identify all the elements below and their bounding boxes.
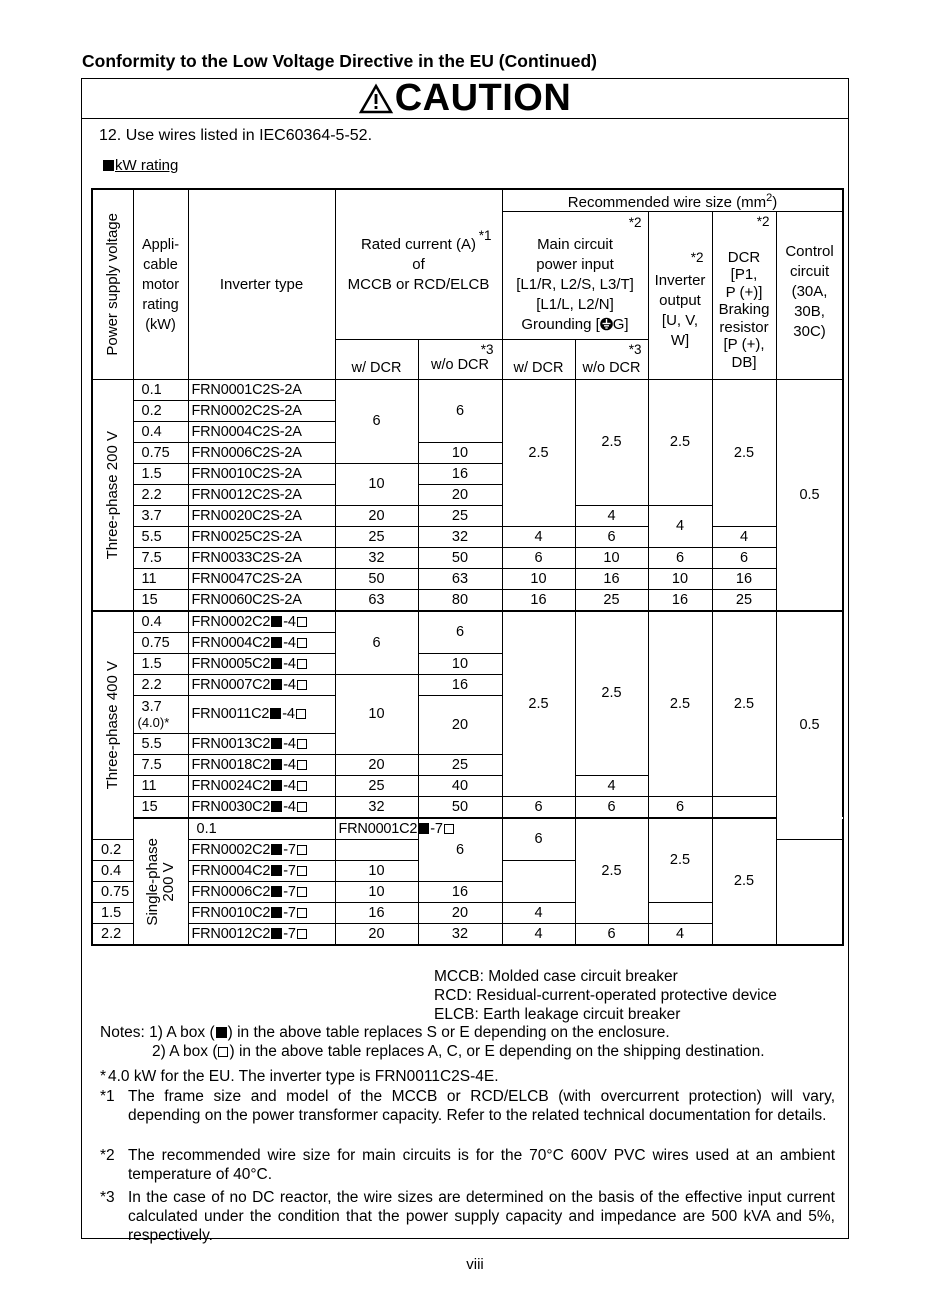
motor-rating: 2.2 — [133, 675, 188, 696]
table-cell: 6 — [502, 548, 575, 569]
inverter-type: FRN0001C2 -7 — [335, 818, 418, 840]
table-cell: 16 — [712, 569, 776, 590]
table-cell: 6 — [502, 818, 575, 861]
table-cell: 6 — [575, 797, 648, 819]
table-cell: 2.5 — [712, 611, 776, 797]
inverter-type: FRN0004C2 -7 — [188, 861, 335, 882]
main-input-wo-dcr-header: *3 w/o DCR — [575, 340, 648, 380]
table-cell: 0.5 — [776, 380, 843, 612]
inverter-type: FRN0024C2 -4 — [188, 776, 335, 797]
table-cell: 50 — [418, 797, 502, 819]
table-cell: 2.5 — [648, 611, 712, 797]
table-cell: 4 — [648, 924, 712, 946]
inverter-type: FRN0002C2S-2A — [188, 401, 335, 422]
footnote-star: * 4.0 kW for the EU. The inverter type is FRN0011C2S-4E. — [100, 1068, 499, 1085]
inverter-type: FRN0012C2S-2A — [188, 485, 335, 506]
table-cell: 25 — [418, 506, 502, 527]
table-cell: 50 — [335, 569, 418, 590]
inverter-type: FRN0020C2S-2A — [188, 506, 335, 527]
table-cell: 6 — [575, 924, 648, 946]
table-cell: 4 — [575, 776, 648, 797]
inverter-type: FRN0018C2 -4 — [188, 755, 335, 776]
table-cell: 4 — [575, 506, 648, 527]
intro-text: 12. Use wires listed in IEC60364-5-52. — [99, 127, 373, 144]
inverter-type: FRN0004C2S-2A — [188, 422, 335, 443]
inverter-type: FRN0012C2 -7 — [188, 924, 335, 946]
motor-rating: 7.5 — [133, 548, 188, 569]
table-cell: 25 — [575, 590, 648, 612]
motor-rating: 1.5 — [133, 464, 188, 485]
motor-rating: 0.2 — [92, 840, 133, 861]
motor-rating: 1.5 — [92, 903, 133, 924]
abbrev-rcd: RCD: Residual-current-operated protective device — [434, 987, 777, 1004]
motor-rating: 0.4 — [133, 611, 188, 633]
table-cell: 25 — [335, 527, 418, 548]
abbrev-mccb: MCCB: Molded case circuit breaker — [434, 968, 678, 985]
table-cell: 10 — [418, 654, 502, 675]
inverter-type: FRN0010C2 -7 — [188, 903, 335, 924]
motor-rating: 0.4 — [92, 861, 133, 882]
motor-rating: 11 — [133, 569, 188, 590]
motor-rating: 0.75 — [133, 633, 188, 654]
table-cell: 20 — [335, 506, 418, 527]
motor-rating: 5.5 — [133, 734, 188, 755]
inverter-type: FRN0011C2 -4 — [188, 696, 335, 734]
table-cell: 6 — [648, 797, 712, 819]
recommended-wire-size-header: Recommended wire size $(mm^2)$ — [502, 189, 843, 212]
table-cell: 2.5 — [712, 818, 776, 945]
table-cell: 2.5 — [575, 611, 648, 776]
footnote-2: *2 The recommended wire size for main circuits is for the 70°C 600V PVC wires used at an ambient temperature of 40°C. — [100, 1147, 835, 1183]
wire-size-table — [91, 188, 844, 946]
section-title: Conformity to the Low Voltage Directive in the EU (Continued) — [82, 51, 597, 71]
power-supply-voltage-header: Power supply voltage — [92, 189, 133, 380]
table-cell: 16 — [335, 903, 418, 924]
rated-current-w-dcr-header: w/ DCR — [335, 340, 418, 380]
black-box-icon — [103, 160, 114, 171]
table-cell: 6 — [502, 797, 575, 819]
table-cell: 16 — [418, 675, 502, 696]
warning-triangle-icon — [359, 84, 393, 114]
table-cell: 2.5 — [648, 380, 712, 506]
table-cell: 50 — [418, 548, 502, 569]
page-number: viii — [466, 1256, 484, 1273]
motor-rating: 5.5 — [133, 527, 188, 548]
table-cell: 10 — [335, 882, 418, 903]
table-cell: 10 — [418, 443, 502, 464]
table-cell: 2.5 — [502, 380, 575, 527]
table-cell: 4 — [502, 903, 575, 924]
inverter-type: FRN0047C2S-2A — [188, 569, 335, 590]
table-cell: 25 — [418, 755, 502, 776]
inverter-type: FRN0006C2 -7 — [188, 882, 335, 903]
table-cell: 32 — [335, 797, 418, 819]
table-cell: 6 — [335, 380, 418, 464]
table-cell: 16 — [648, 590, 712, 612]
main-input-w-dcr-header: w/ DCR — [502, 340, 575, 380]
table-cell: 2.5 — [712, 380, 776, 527]
table-cell: 16 — [418, 882, 502, 903]
abbrev-elcb: ELCB: Earth leakage circuit breaker — [434, 1006, 681, 1023]
table-cell: 20 — [335, 924, 418, 946]
control-circuit-header: Control circuit (30A, 30B, 30C) — [776, 212, 843, 380]
table-cell: 10 — [575, 548, 648, 569]
table-cell: 32 — [335, 548, 418, 569]
rated-current-wo-dcr-header: *3 w/o DCR — [418, 340, 502, 380]
motor-rating: 2.2 — [133, 485, 188, 506]
table-cell: 4 — [502, 924, 575, 946]
group-three-phase-400v: Three-phase 400 V — [92, 611, 133, 840]
table-cell: 20 — [418, 485, 502, 506]
footnote-3: *3 In the case of no DC reactor, the wire sizes are determined on the basis of the effective input current calculated under the condition that the power supply capacity and impedance are 500 kVA and 5%, respectively. — [100, 1189, 835, 1244]
table-cell: 6 — [712, 548, 776, 569]
table-cell: 6 — [418, 818, 502, 882]
table-cell: 4 — [648, 506, 712, 548]
table-cell: 63 — [335, 590, 418, 612]
table-cell: 2.5 — [575, 818, 648, 924]
motor-rating: 15 — [133, 797, 188, 819]
rated-current-header: *1 Rated current (A) of MCCB or RCD/ELCB — [335, 189, 502, 340]
black-box-icon — [216, 1027, 227, 1038]
inverter-type: FRN0060C2S-2A — [188, 590, 335, 612]
motor-rating: 15 — [133, 590, 188, 612]
table-cell: 16 — [418, 464, 502, 485]
table-cell: 10 — [335, 675, 418, 755]
table-cell: 2.5 — [648, 818, 712, 903]
inverter-type-header: Inverter type — [188, 189, 335, 380]
notes — [100, 1023, 765, 1061]
table-cell: 25 — [712, 590, 776, 612]
inverter-type: FRN0010C2S-2A — [188, 464, 335, 485]
inverter-type: FRN0030C2 -4 — [188, 797, 335, 819]
caution-frame — [81, 77, 849, 1244]
motor-rating: 3.7 — [133, 506, 188, 527]
table-cell: 6 — [335, 611, 418, 675]
inverter-type: FRN0006C2S-2A — [188, 443, 335, 464]
motor-rating-header: Appli- cable motor rating (kW) — [133, 189, 188, 380]
dcr-braking-resistor-header: *2 DCR [P1, P (+)] Braking resistor [P (+), DB] — [712, 212, 776, 380]
inverter-type: FRN0033C2S-2A — [188, 548, 335, 569]
ground-symbol-icon — [600, 317, 613, 331]
table-cell: 6 — [575, 527, 648, 548]
table-cell: 2.5 — [502, 611, 575, 797]
table-cell: 63 — [418, 569, 502, 590]
table-cell: 0.5 — [776, 611, 843, 840]
table-cell: 20 — [418, 696, 502, 755]
table-cell: 20 — [418, 903, 502, 924]
main-circuit-input-header: *2 Main circuit power input [L1/R, L2/S, L3/T] [L1/L, L2/N] Grounding [ G] — [502, 212, 648, 340]
abbreviations — [434, 967, 777, 1024]
table-cell: 6 — [418, 380, 502, 443]
table-cell: 16 — [502, 590, 575, 612]
motor-rating: 1.5 — [133, 654, 188, 675]
motor-rating: 2.2 — [92, 924, 133, 946]
motor-rating: 0.1 — [188, 818, 335, 840]
inverter-type: FRN0025C2S-2A — [188, 527, 335, 548]
motor-rating: 0.75 — [92, 882, 133, 903]
motor-rating: 0.4 — [133, 422, 188, 443]
group-three-phase-200v: Three-phase 200 V — [92, 380, 133, 612]
table-cell: 6 — [648, 548, 712, 569]
motor-rating: 11 — [133, 776, 188, 797]
group-single-phase-200v: Single-phase 200 V — [133, 818, 188, 945]
note-2: 2) A box ( ) in the above table replaces A, C, or E depending on the shipping destination. — [152, 1043, 765, 1060]
table-cell: 20 — [335, 755, 418, 776]
table-cell: 10 — [648, 569, 712, 590]
inverter-type: FRN0002C2 -7 — [188, 840, 335, 861]
inverter-type: FRN0004C2 -4 — [188, 633, 335, 654]
motor-rating: 3.7 (4.0)* — [133, 696, 188, 734]
caution-banner — [82, 79, 848, 119]
notes-label: Notes: — [100, 1024, 145, 1041]
table-cell: 10 — [335, 861, 418, 882]
motor-rating: 0.75 — [133, 443, 188, 464]
table-cell: 4 — [712, 527, 776, 548]
table-cell: 32 — [418, 527, 502, 548]
table-cell: 80 — [418, 590, 502, 612]
table-cell: 4 — [502, 527, 575, 548]
inverter-type: FRN0005C2 -4 — [188, 654, 335, 675]
table-cell: 6 — [418, 611, 502, 654]
table-cell: 2.5 — [575, 380, 648, 506]
inverter-output-header: *2 Inverter output [U, V, W] — [648, 212, 712, 380]
empty-box-icon — [218, 1047, 228, 1057]
table-cell: 10 — [335, 464, 418, 506]
footnote-1: *1 The frame size and model of the MCCB or RCD/ELCB (with overcurrent protection) will vary, depending on the power transformer capacity. Refer to the related technical documentation for details. — [100, 1088, 835, 1124]
table-cell: 10 — [502, 569, 575, 590]
motor-rating: 0.2 — [133, 401, 188, 422]
inverter-type: FRN0013C2 -4 — [188, 734, 335, 755]
table-cell: 16 — [575, 569, 648, 590]
table-cell: 32 — [418, 924, 502, 946]
motor-rating: 0.1 — [133, 380, 188, 401]
inverter-type: FRN0002C2 -4 — [188, 611, 335, 633]
inverter-type: FRN0001C2S-2A — [188, 380, 335, 401]
table-cell: 25 — [335, 776, 418, 797]
rating-label: kW rating — [102, 157, 178, 174]
caution-heading: CAUTION — [394, 77, 572, 119]
note-1: 1) A box ( ) in the above table replaces S or E depending on the enclosure. — [149, 1024, 670, 1041]
motor-rating: 7.5 — [133, 755, 188, 776]
table-cell: 40 — [418, 776, 502, 797]
inverter-type: FRN0007C2 -4 — [188, 675, 335, 696]
